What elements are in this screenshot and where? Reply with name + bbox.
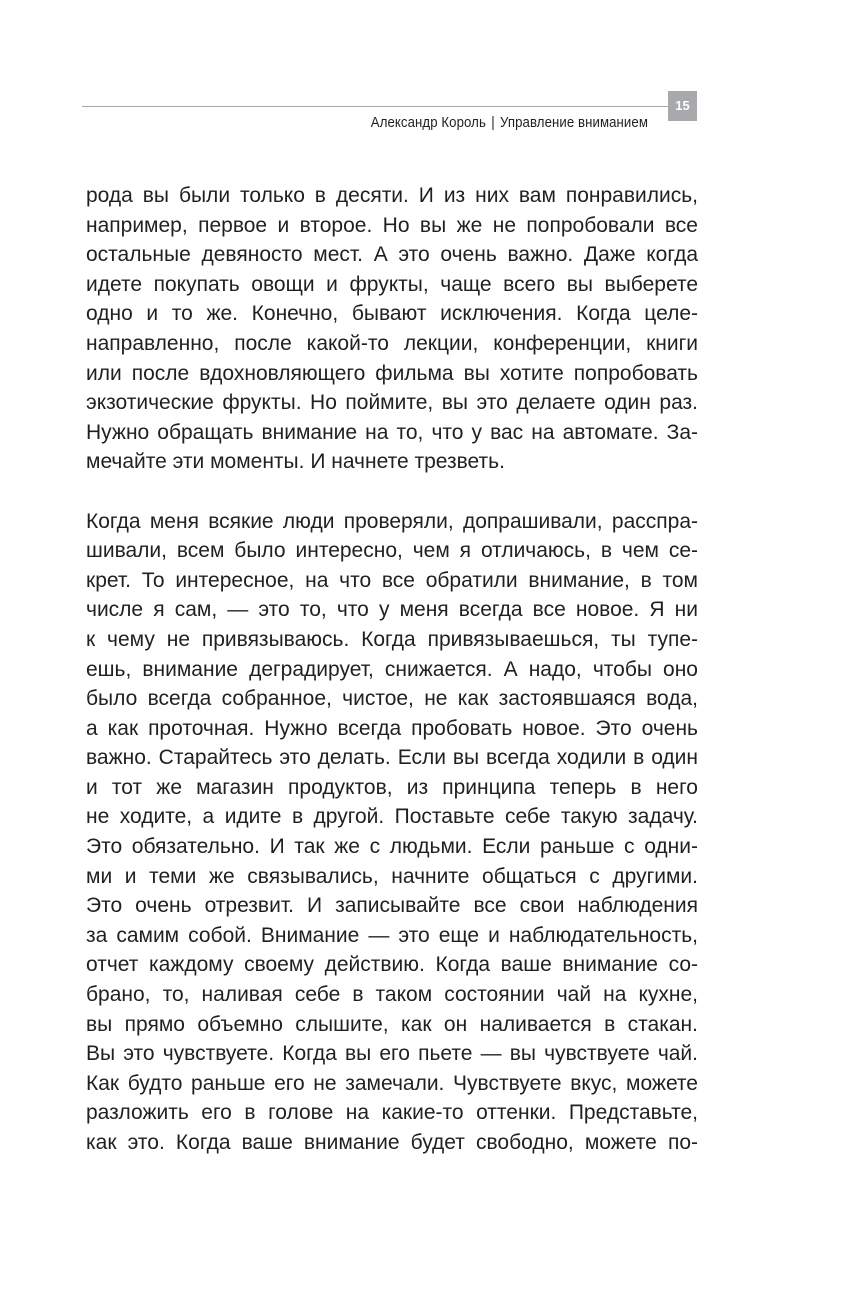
- paragraph-2: [86, 507, 698, 1158]
- text-line: например, первое и второе. Но вы же не попробовали все: [86, 213, 698, 237]
- text-line: за самим собой. Внимание — это еще и наблюдательность,: [86, 923, 698, 947]
- text-line: числе я сам, — это то, что у меня всегда все новое. Я ни: [86, 598, 698, 622]
- header-rule: [82, 106, 668, 107]
- text-line: Это обязательно. И так же с людьми. Если раньше с одни-: [86, 835, 698, 859]
- text-line: вы прямо объемно слышите, как он наливается в стакан.: [86, 1012, 698, 1036]
- text-line: разложить его в голове на какие-то оттенки. Представьте,: [86, 1101, 698, 1125]
- text-line: Это очень отрезвит. И записывайте все свои наблюдения: [86, 894, 698, 918]
- running-head-author: Александр Король: [370, 114, 486, 131]
- text-line: Когда меня всякие люди проверяли, допрашивали, расспра-: [86, 509, 698, 533]
- text-line: или после вдохновляющего фильма вы хотите попробовать: [86, 361, 698, 385]
- text-line: не ходите, а идите в другой. Поставьте себе такую задачу.: [86, 805, 698, 829]
- text-line: Вы это чувствуете. Когда вы его пьете — вы чувствуете чай.: [86, 1042, 698, 1066]
- text-line: и тот же магазин продуктов, из принципа теперь в него: [86, 775, 698, 799]
- text-line: было всегда собранное, чистое, не как застоявшаяся вода,: [86, 687, 698, 711]
- text-line: крет. То интересное, на что все обратили внимание, в том: [86, 568, 698, 592]
- text-line: как это. Когда ваше внимание будет свободно, можете по-: [86, 1131, 698, 1154]
- running-head-separator: |: [491, 114, 495, 131]
- text-line: Нужно обращать внимание на то, что у вас на автомате. За-: [86, 420, 698, 444]
- text-line: Как будто раньше его не замечали. Чувствуете вкус, можете: [86, 1071, 698, 1095]
- text-line: шивали, всем было интересно, чем я отличаюсь, в чем се-: [86, 539, 698, 563]
- running-head: [371, 114, 648, 131]
- running-head-title: Управление вниманием: [500, 114, 648, 131]
- text-line: мечайте эти моменты. И начнете трезветь.: [86, 450, 505, 474]
- text-line: отчет каждому своему действию. Когда ваше внимание со-: [86, 953, 698, 977]
- text-line: к чему не привязываюсь. Когда привязываешься, ты тупе-: [86, 627, 698, 651]
- text-line: экзотические фрукты. Но поймите, вы это делаете один раз.: [86, 391, 698, 415]
- text-line: направленно, после какой-то лекции, конференции, книги: [86, 331, 698, 355]
- text-line: остальные девяносто мест. А это очень важно. Даже когда: [86, 243, 698, 267]
- body-text: [86, 181, 698, 1158]
- text-line: ешь, внимание деградирует, снижается. А надо, чтобы оно: [86, 657, 698, 681]
- text-line: брано, то, наливая себе в таком состоянии чай на кухне,: [86, 983, 698, 1007]
- text-line: ми и теми же связывались, начните общаться с другими.: [86, 864, 698, 888]
- text-line: важно. Старайтесь это делать. Если вы всегда ходили в один: [86, 746, 698, 770]
- text-line: идете покупать овощи и фрукты, чаще всего вы выберете: [86, 272, 698, 296]
- text-line: одно и то же. Конечно, бывают исключения. Когда целе-: [86, 302, 698, 326]
- paragraph-1: [86, 181, 698, 477]
- text-line: а как проточная. Нужно всегда пробовать новое. Это очень: [86, 716, 698, 740]
- text-line: рода вы были только в десяти. И из них вам понравились,: [86, 184, 698, 207]
- page-number: 15: [668, 91, 697, 121]
